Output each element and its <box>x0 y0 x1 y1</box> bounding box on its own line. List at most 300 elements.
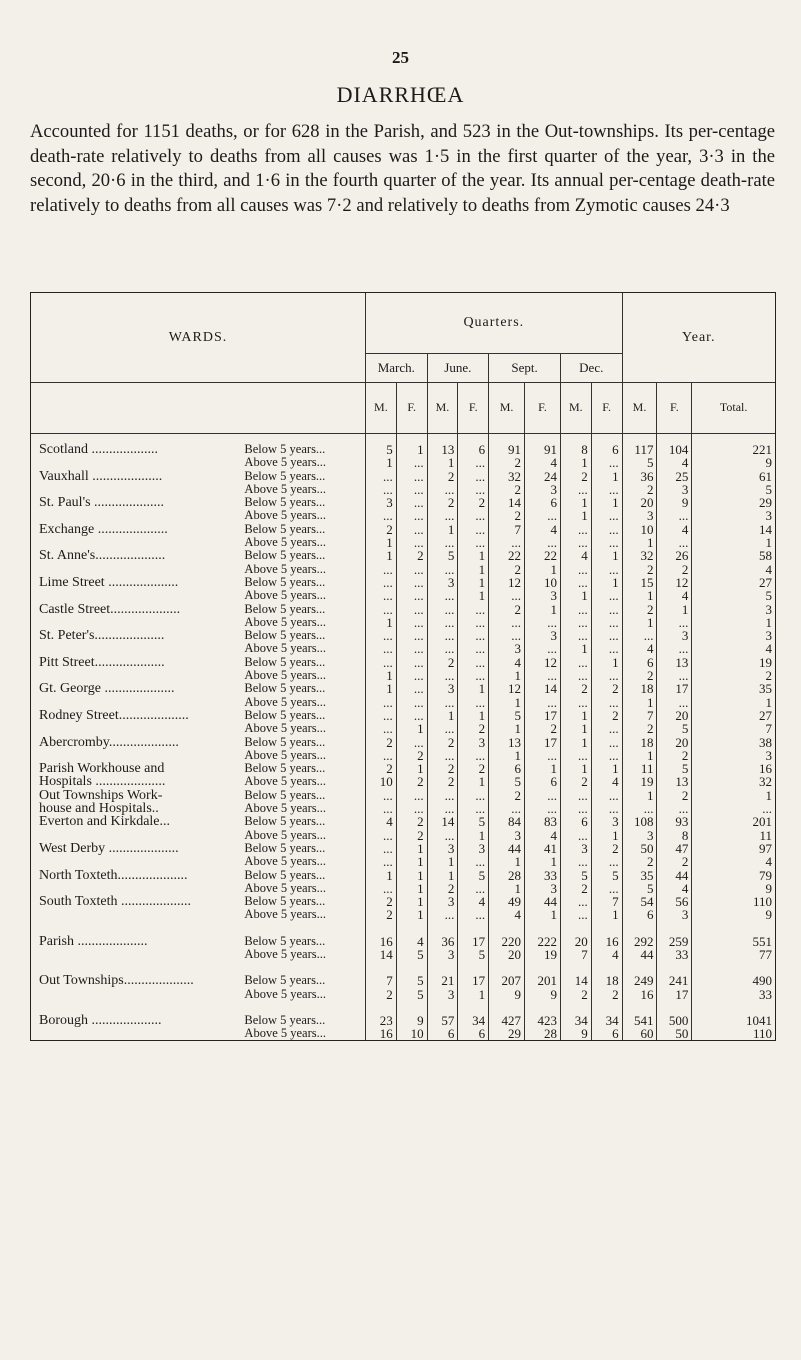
mortality-table <box>30 292 776 1041</box>
table-row <box>31 922 775 948</box>
value-cell: 34 <box>560 1001 591 1027</box>
value-cell: 2 <box>458 496 489 509</box>
value-cell: ... <box>458 483 489 496</box>
value-cell: ... <box>560 629 591 642</box>
value-cell: 4 <box>591 775 622 788</box>
value-cell: ... <box>427 629 458 642</box>
value-cell: 27 <box>692 709 775 722</box>
value-cell: 2 <box>366 523 397 536</box>
value-cell: 50 <box>622 842 657 855</box>
value-cell: 97 <box>692 842 775 855</box>
value-cell: ... <box>396 509 427 522</box>
value-cell: 6 <box>622 908 657 921</box>
value-cell: ... <box>427 908 458 921</box>
value-cell: 6 <box>525 775 561 788</box>
value-cell: ... <box>560 616 591 629</box>
table-row <box>31 855 775 868</box>
value-cell: 2 <box>560 988 591 1001</box>
value-cell: 13 <box>657 656 692 669</box>
value-cell: ... <box>427 616 458 629</box>
value-cell: ... <box>560 536 591 549</box>
value-cell: 14 <box>427 815 458 828</box>
value-cell: 207 <box>489 961 525 987</box>
value-cell: ... <box>458 616 489 629</box>
value-cell: 33 <box>692 988 775 1001</box>
value-cell: 1 <box>692 789 775 802</box>
value-cell: 8 <box>560 434 591 457</box>
value-cell: 16 <box>366 1027 397 1040</box>
ward-name-line2 <box>31 855 244 868</box>
table-row <box>31 815 775 828</box>
table-row <box>31 869 775 882</box>
value-cell: 4 <box>657 589 692 602</box>
value-cell: 6 <box>591 1027 622 1040</box>
value-cell: 5 <box>396 948 427 961</box>
value-cell: 26 <box>657 549 692 562</box>
value-cell: ... <box>458 656 489 669</box>
value-cell: 3 <box>489 829 525 842</box>
value-cell: 3 <box>525 882 561 895</box>
value-cell: 20 <box>657 736 692 749</box>
value-cell: 3 <box>525 483 561 496</box>
value-cell: 2 <box>427 470 458 483</box>
value-cell: ... <box>366 470 397 483</box>
age-label: Below 5 years... <box>244 736 365 749</box>
value-cell: 79 <box>692 869 775 882</box>
year-total-header: Total. <box>692 383 775 434</box>
value-cell: 1 <box>366 456 397 469</box>
value-cell: 1 <box>458 775 489 788</box>
value-cell: 93 <box>657 815 692 828</box>
value-cell: 4 <box>692 642 775 655</box>
ward-name-line2 <box>31 509 244 522</box>
value-cell: 6 <box>458 1027 489 1040</box>
value-cell: 9 <box>692 908 775 921</box>
value-cell: ... <box>525 696 561 709</box>
june-f-header: F. <box>458 383 489 434</box>
value-cell: ... <box>560 802 591 815</box>
ward-name-line2 <box>31 749 244 762</box>
march-m-header: M. <box>366 383 397 434</box>
value-cell: 1 <box>427 523 458 536</box>
ward-name: Out Townships.................... <box>39 973 194 988</box>
value-cell: 1 <box>427 709 458 722</box>
value-cell: 3 <box>692 509 775 522</box>
value-cell: ... <box>458 789 489 802</box>
value-cell: ... <box>458 908 489 921</box>
table-row <box>31 523 775 536</box>
value-cell: ... <box>560 483 591 496</box>
value-cell: 6 <box>489 762 525 775</box>
value-cell: 21 <box>427 961 458 987</box>
value-cell: ... <box>591 789 622 802</box>
value-cell: 7 <box>622 709 657 722</box>
value-cell: 2 <box>366 762 397 775</box>
ward-name: Vauxhall .................... <box>39 469 163 483</box>
value-cell: 1 <box>366 682 397 695</box>
value-cell: 241 <box>657 961 692 987</box>
value-cell: 5 <box>458 948 489 961</box>
value-cell: 12 <box>489 576 525 589</box>
value-cell: ... <box>525 749 561 762</box>
value-cell: ... <box>366 696 397 709</box>
age-label: Above 5 years... <box>244 829 365 842</box>
wards-table <box>31 293 775 1040</box>
value-cell: ... <box>366 709 397 722</box>
value-cell: 2 <box>427 762 458 775</box>
value-cell: ... <box>458 456 489 469</box>
sept-f-header: F. <box>525 383 561 434</box>
value-cell: ... <box>458 749 489 762</box>
value-cell: ... <box>560 656 591 669</box>
value-cell: 4 <box>692 855 775 868</box>
value-cell: ... <box>657 616 692 629</box>
table-row <box>31 682 775 695</box>
value-cell: 1 <box>622 616 657 629</box>
value-cell: 38 <box>692 736 775 749</box>
value-cell: ... <box>591 629 622 642</box>
value-cell: 1 <box>427 869 458 882</box>
value-cell: 35 <box>692 682 775 695</box>
value-cell: ... <box>396 789 427 802</box>
value-cell: ... <box>591 523 622 536</box>
value-cell: 11 <box>622 762 657 775</box>
value-cell: ... <box>396 656 427 669</box>
dec-header: Dec. <box>560 354 622 383</box>
value-cell: 28 <box>525 1027 561 1040</box>
value-cell: 2 <box>366 988 397 1001</box>
value-cell: 15 <box>622 576 657 589</box>
value-cell: 19 <box>622 775 657 788</box>
value-cell: ... <box>591 749 622 762</box>
table-row <box>31 616 775 629</box>
value-cell: 16 <box>622 988 657 1001</box>
table-row <box>31 842 775 855</box>
value-cell: 2 <box>396 749 427 762</box>
value-cell: ... <box>427 642 458 655</box>
value-cell: 10 <box>366 775 397 788</box>
age-label: Above 5 years... <box>244 456 365 469</box>
age-label: Above 5 years... <box>244 802 365 815</box>
section-title: DIARRHŒA <box>336 82 465 107</box>
value-cell: ... <box>458 470 489 483</box>
value-cell: ... <box>525 802 561 815</box>
value-cell: ... <box>396 696 427 709</box>
value-cell: ... <box>366 842 397 855</box>
value-cell: ... <box>427 603 458 616</box>
value-cell: 1 <box>489 749 525 762</box>
value-cell: ... <box>525 669 561 682</box>
age-label: Above 5 years... <box>244 589 365 602</box>
value-cell: 2 <box>489 456 525 469</box>
age-label: Below 5 years... <box>244 815 365 828</box>
value-cell: ... <box>396 629 427 642</box>
value-cell: 2 <box>396 829 427 842</box>
value-cell: 9 <box>489 988 525 1001</box>
value-cell: 32 <box>489 470 525 483</box>
value-cell: 18 <box>622 736 657 749</box>
value-cell: 18 <box>591 961 622 987</box>
value-cell: 1 <box>427 456 458 469</box>
value-cell: 2 <box>396 549 427 562</box>
table-row <box>31 895 775 908</box>
age-label: Above 5 years... <box>244 563 365 576</box>
value-cell: 17 <box>458 961 489 987</box>
value-cell: 91 <box>525 434 561 457</box>
value-cell: 2 <box>366 908 397 921</box>
value-cell: 5 <box>692 589 775 602</box>
age-label: Above 5 years... <box>244 536 365 549</box>
value-cell: 2 <box>560 470 591 483</box>
value-cell: 2 <box>396 815 427 828</box>
ward-name-line2: house and Hospitals.. <box>39 802 159 816</box>
value-cell: 20 <box>489 948 525 961</box>
value-cell: 23 <box>366 1001 397 1027</box>
value-cell: ... <box>458 855 489 868</box>
ward-name-line2 <box>31 669 244 682</box>
value-cell: ... <box>591 483 622 496</box>
ward-name: Everton and Kirkdale... <box>39 815 171 829</box>
value-cell: 1 <box>366 536 397 549</box>
value-cell: ... <box>591 616 622 629</box>
age-label: Below 5 years... <box>244 922 365 948</box>
table-row <box>31 736 775 749</box>
value-cell: ... <box>366 483 397 496</box>
value-cell: 5 <box>427 549 458 562</box>
value-cell: 2 <box>366 895 397 908</box>
quarters-header: Quarters. <box>366 293 623 354</box>
value-cell: ... <box>427 536 458 549</box>
value-cell: 1 <box>366 669 397 682</box>
value-cell: 1 <box>560 456 591 469</box>
value-cell: 2 <box>458 722 489 735</box>
ward-name-line2 <box>31 908 244 921</box>
table-row <box>31 1001 775 1027</box>
value-cell: 16 <box>366 922 397 948</box>
value-cell: 5 <box>622 882 657 895</box>
value-cell: 1 <box>396 882 427 895</box>
value-cell: 222 <box>525 922 561 948</box>
value-cell: 1 <box>396 895 427 908</box>
ward-name: Gt. George .................... <box>39 682 175 696</box>
age-label: Below 5 years... <box>244 434 365 457</box>
value-cell: 83 <box>525 815 561 828</box>
value-cell: 56 <box>657 895 692 908</box>
value-cell: ... <box>560 576 591 589</box>
age-label: Above 5 years... <box>244 948 365 961</box>
value-cell: 4 <box>591 948 622 961</box>
value-cell: 5 <box>489 709 525 722</box>
value-cell: ... <box>366 509 397 522</box>
value-cell: ... <box>591 669 622 682</box>
ward-name-line2 <box>31 483 244 496</box>
value-cell: 57 <box>427 1001 458 1027</box>
table-row <box>31 563 775 576</box>
value-cell: ... <box>591 563 622 576</box>
value-cell: ... <box>525 642 561 655</box>
value-cell: 28 <box>489 869 525 882</box>
table-row <box>31 669 775 682</box>
ward-name-line2 <box>31 563 244 576</box>
ward-name-line2 <box>31 829 244 842</box>
value-cell: ... <box>657 536 692 549</box>
value-cell: 3 <box>427 948 458 961</box>
value-cell: ... <box>525 789 561 802</box>
table-row <box>31 789 775 802</box>
value-cell: 490 <box>692 961 775 987</box>
value-cell: 24 <box>525 470 561 483</box>
value-cell: ... <box>396 642 427 655</box>
value-cell: ... <box>366 802 397 815</box>
value-cell: ... <box>427 802 458 815</box>
value-cell: 84 <box>489 815 525 828</box>
value-cell: 108 <box>622 815 657 828</box>
age-label: Above 5 years... <box>244 642 365 655</box>
value-cell: 44 <box>489 842 525 855</box>
dec-m-header: M. <box>560 383 591 434</box>
age-label: Below 5 years... <box>244 629 365 642</box>
value-cell: 4 <box>657 456 692 469</box>
age-label: Above 5 years... <box>244 749 365 762</box>
value-cell: 60 <box>622 1027 657 1040</box>
age-label: Above 5 years... <box>244 483 365 496</box>
value-cell: ... <box>591 589 622 602</box>
june-header: June. <box>427 354 489 383</box>
value-cell: ... <box>560 789 591 802</box>
value-cell: 1 <box>525 762 561 775</box>
value-cell: ... <box>622 629 657 642</box>
age-label: Above 5 years... <box>244 616 365 629</box>
table-row <box>31 908 775 921</box>
value-cell: 1 <box>560 589 591 602</box>
value-cell: 5 <box>560 869 591 882</box>
ward-name-line2 <box>31 642 244 655</box>
value-cell: ... <box>366 563 397 576</box>
age-label: Below 5 years... <box>244 523 365 536</box>
value-cell: 2 <box>622 722 657 735</box>
value-cell: ... <box>525 509 561 522</box>
ward-name: West Derby .................... <box>39 841 179 856</box>
value-cell: 3 <box>657 629 692 642</box>
value-cell: ... <box>560 749 591 762</box>
value-cell: 5 <box>396 961 427 987</box>
value-cell: 14 <box>560 961 591 987</box>
age-label: Above 5 years... <box>244 882 365 895</box>
value-cell: 1 <box>396 908 427 921</box>
table-row <box>31 802 775 815</box>
value-cell: 292 <box>622 922 657 948</box>
value-cell: 1 <box>560 722 591 735</box>
ward-name-line2: Hospitals .................... <box>39 775 166 789</box>
value-cell: 1 <box>591 576 622 589</box>
value-cell: 2 <box>657 749 692 762</box>
value-cell: 4 <box>692 563 775 576</box>
table-row <box>31 549 775 562</box>
value-cell: 3 <box>622 829 657 842</box>
value-cell: 44 <box>525 895 561 908</box>
value-cell: ... <box>366 603 397 616</box>
value-cell: 2 <box>591 988 622 1001</box>
value-cell: 117 <box>622 434 657 457</box>
value-cell: 5 <box>396 988 427 1001</box>
table-row <box>31 434 775 457</box>
value-cell: 8 <box>657 829 692 842</box>
value-cell: ... <box>427 509 458 522</box>
value-cell: 2 <box>560 775 591 788</box>
value-cell: 11 <box>692 829 775 842</box>
value-cell: ... <box>560 603 591 616</box>
value-cell: ... <box>525 616 561 629</box>
value-cell: ... <box>458 629 489 642</box>
value-cell: 1 <box>396 434 427 457</box>
value-cell: 22 <box>525 549 561 562</box>
value-cell: 2 <box>657 789 692 802</box>
age-label: Above 5 years... <box>244 908 365 921</box>
age-label: Below 5 years... <box>244 869 365 882</box>
age-label: Below 5 years... <box>244 961 365 987</box>
value-cell: 2 <box>427 775 458 788</box>
age-label: Below 5 years... <box>244 842 365 855</box>
value-cell: 27 <box>692 576 775 589</box>
value-cell: 36 <box>427 922 458 948</box>
table-row <box>31 961 775 987</box>
table-row <box>31 509 775 522</box>
ward-name: Out Townships Work- <box>39 788 163 803</box>
table-row <box>31 456 775 469</box>
value-cell: ... <box>458 642 489 655</box>
value-cell: 3 <box>458 736 489 749</box>
value-cell: ... <box>657 696 692 709</box>
value-cell: 2 <box>427 736 458 749</box>
value-cell: ... <box>591 603 622 616</box>
value-cell: 19 <box>692 656 775 669</box>
value-cell: ... <box>366 722 397 735</box>
value-cell: 2 <box>657 855 692 868</box>
march-f-header: F. <box>396 383 427 434</box>
intro-text: Accounted for 1151 deaths, or for 628 in the Parish, and 523 in the Out-townships. Its per-centage death-rate relatively to deaths from all causes was 1·5 in the first quarter of the year, 3·3 in the second, 20·6 in the third, and 1·6 in the fourth quarter of the year. Its annual per-centage death-rate relatively to deaths from all causes was 7·2 and relatively to deaths from Zymotic causes 24·3 <box>30 121 775 216</box>
value-cell: 1 <box>458 829 489 842</box>
value-cell: 3 <box>458 842 489 855</box>
value-cell: 3 <box>427 682 458 695</box>
value-cell: 14 <box>489 496 525 509</box>
value-cell: 22 <box>489 549 525 562</box>
value-cell: 47 <box>657 842 692 855</box>
intro-paragraph <box>30 120 775 218</box>
value-cell: 9 <box>560 1027 591 1040</box>
value-cell: 2 <box>591 709 622 722</box>
value-cell: ... <box>396 616 427 629</box>
value-cell: 1 <box>427 855 458 868</box>
value-cell: 541 <box>622 1001 657 1027</box>
value-cell: 7 <box>692 722 775 735</box>
value-cell: 5 <box>622 456 657 469</box>
value-cell: 104 <box>657 434 692 457</box>
value-cell: ... <box>591 722 622 735</box>
value-cell: 1 <box>366 549 397 562</box>
ward-name-line2 <box>31 616 244 629</box>
value-cell: 34 <box>458 1001 489 1027</box>
value-cell: 61 <box>692 470 775 483</box>
value-cell: 1 <box>560 736 591 749</box>
value-cell: 14 <box>525 682 561 695</box>
value-cell: 44 <box>622 948 657 961</box>
value-cell: 29 <box>692 496 775 509</box>
value-cell: 1 <box>458 988 489 1001</box>
table-row <box>31 948 775 961</box>
ward-name: Parish Workhouse and <box>39 762 165 776</box>
value-cell: ... <box>591 509 622 522</box>
value-cell: 1 <box>458 589 489 602</box>
